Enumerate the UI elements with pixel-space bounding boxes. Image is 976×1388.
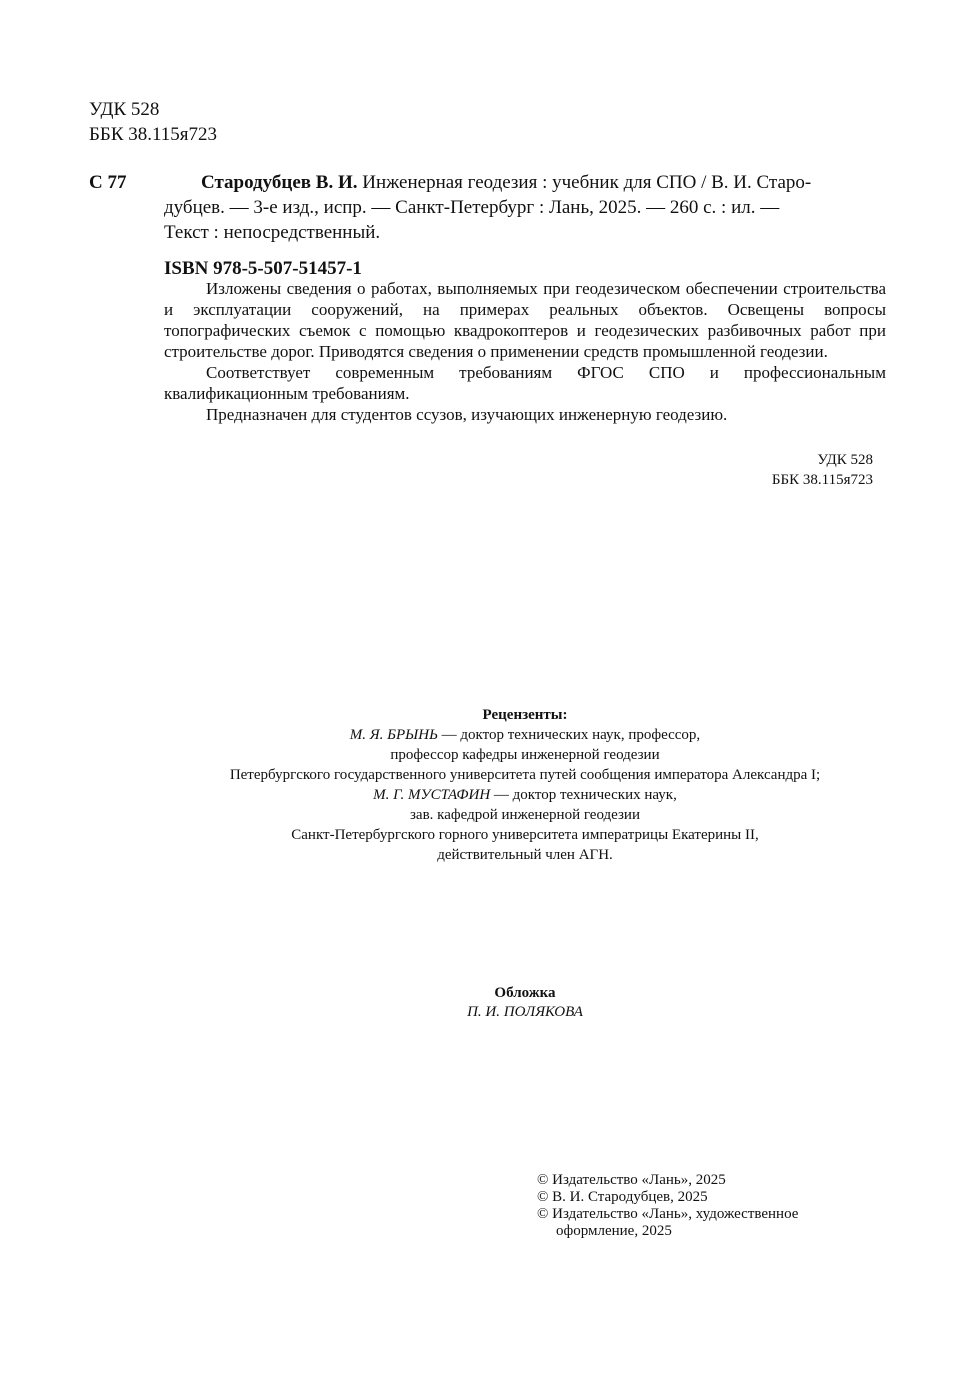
isbn: ISBN 978-5-507-51457-1	[164, 258, 362, 279]
reviewers-block	[100, 705, 950, 865]
classification-block	[89, 97, 217, 147]
reviewer-1-line-2: профессор кафедры инженерной геодезии	[390, 747, 660, 763]
abstract-paragraph: Соответствует современным требованиям ФГОС СПО и профессиональным квалификационным требованиям.	[164, 363, 886, 403]
copyright-line: © Издательство «Лань», 2025	[537, 1172, 726, 1188]
copyright-block	[537, 1172, 798, 1240]
abstract	[164, 278, 886, 425]
reviewers-heading: Рецензенты:	[482, 707, 568, 723]
entry-line-1	[164, 170, 886, 195]
cover-credit	[300, 984, 750, 1022]
reviewer-2-line-3: Санкт-Петербургского горного университета императрицы Екатерины II,	[291, 827, 759, 843]
cover-heading: Обложка	[494, 985, 556, 1001]
reviewer-1-line-3: Петербургского государственного университета путей сообщения императора Александра I;	[229, 767, 821, 783]
abstract-paragraph: Изложены сведения о работах, выполняемых при геодезическом обеспечении строительства и эксплуатации сооружений, на примерах реальных объектов. Освещены вопросы топографических съемок с помощью квадрокоптеров и геодезических разбивочных работ при строительстве дорог. Приводятся сведения о применении средств промышленной геодезии.	[164, 279, 886, 361]
udk-code-right: УДК 528	[817, 452, 873, 468]
cover-designer: П. И. ПОЛЯКОВА	[467, 1004, 583, 1020]
bibliographic-entry	[164, 170, 886, 245]
reviewer-1-line-1: М. Я. БРЫНЬ — доктор технических наук, профессор,	[349, 727, 701, 743]
author-mark: С 77	[89, 172, 127, 193]
bbk-code-right: ББК 38.115я723	[771, 472, 873, 488]
udk-code: УДК 528	[89, 99, 160, 120]
reviewer-2-line-4: действительный член АГН.	[437, 847, 613, 863]
copyright-line: оформление, 2025	[556, 1223, 672, 1239]
reviewer-2-name: М. Г. МУСТАФИН	[373, 787, 491, 803]
copyright-line: © В. И. Стародубцев, 2025	[537, 1189, 708, 1205]
reviewer-2-line-2: зав. кафедрой инженерной геодезии	[410, 807, 640, 823]
abstract-paragraph: Предназначен для студентов ссузов, изучающих инженерную геодезию.	[206, 405, 728, 424]
bbk-code: ББК 38.115я723	[89, 124, 218, 145]
reviewer-2-line-1: М. Г. МУСТАФИН — доктор технических наук,	[373, 787, 677, 803]
copyright-line: © Издательство «Лань», художественное	[537, 1206, 799, 1222]
entry-title: Инженерная геодезия : учебник для СПО / В. И. Старо-	[357, 172, 812, 193]
reviewer-1-name: М. Я. БРЫНЬ	[349, 727, 438, 743]
entry-author: Стародубцев В. И.	[201, 172, 358, 193]
classification-block-right	[700, 450, 873, 490]
entry-line-3: Текст : непосредственный.	[164, 222, 381, 243]
entry-line-2: дубцев. — 3-е изд., испр. — Санкт-Петербург : Лань, 2025. — 260 с. : ил. —	[164, 197, 780, 218]
